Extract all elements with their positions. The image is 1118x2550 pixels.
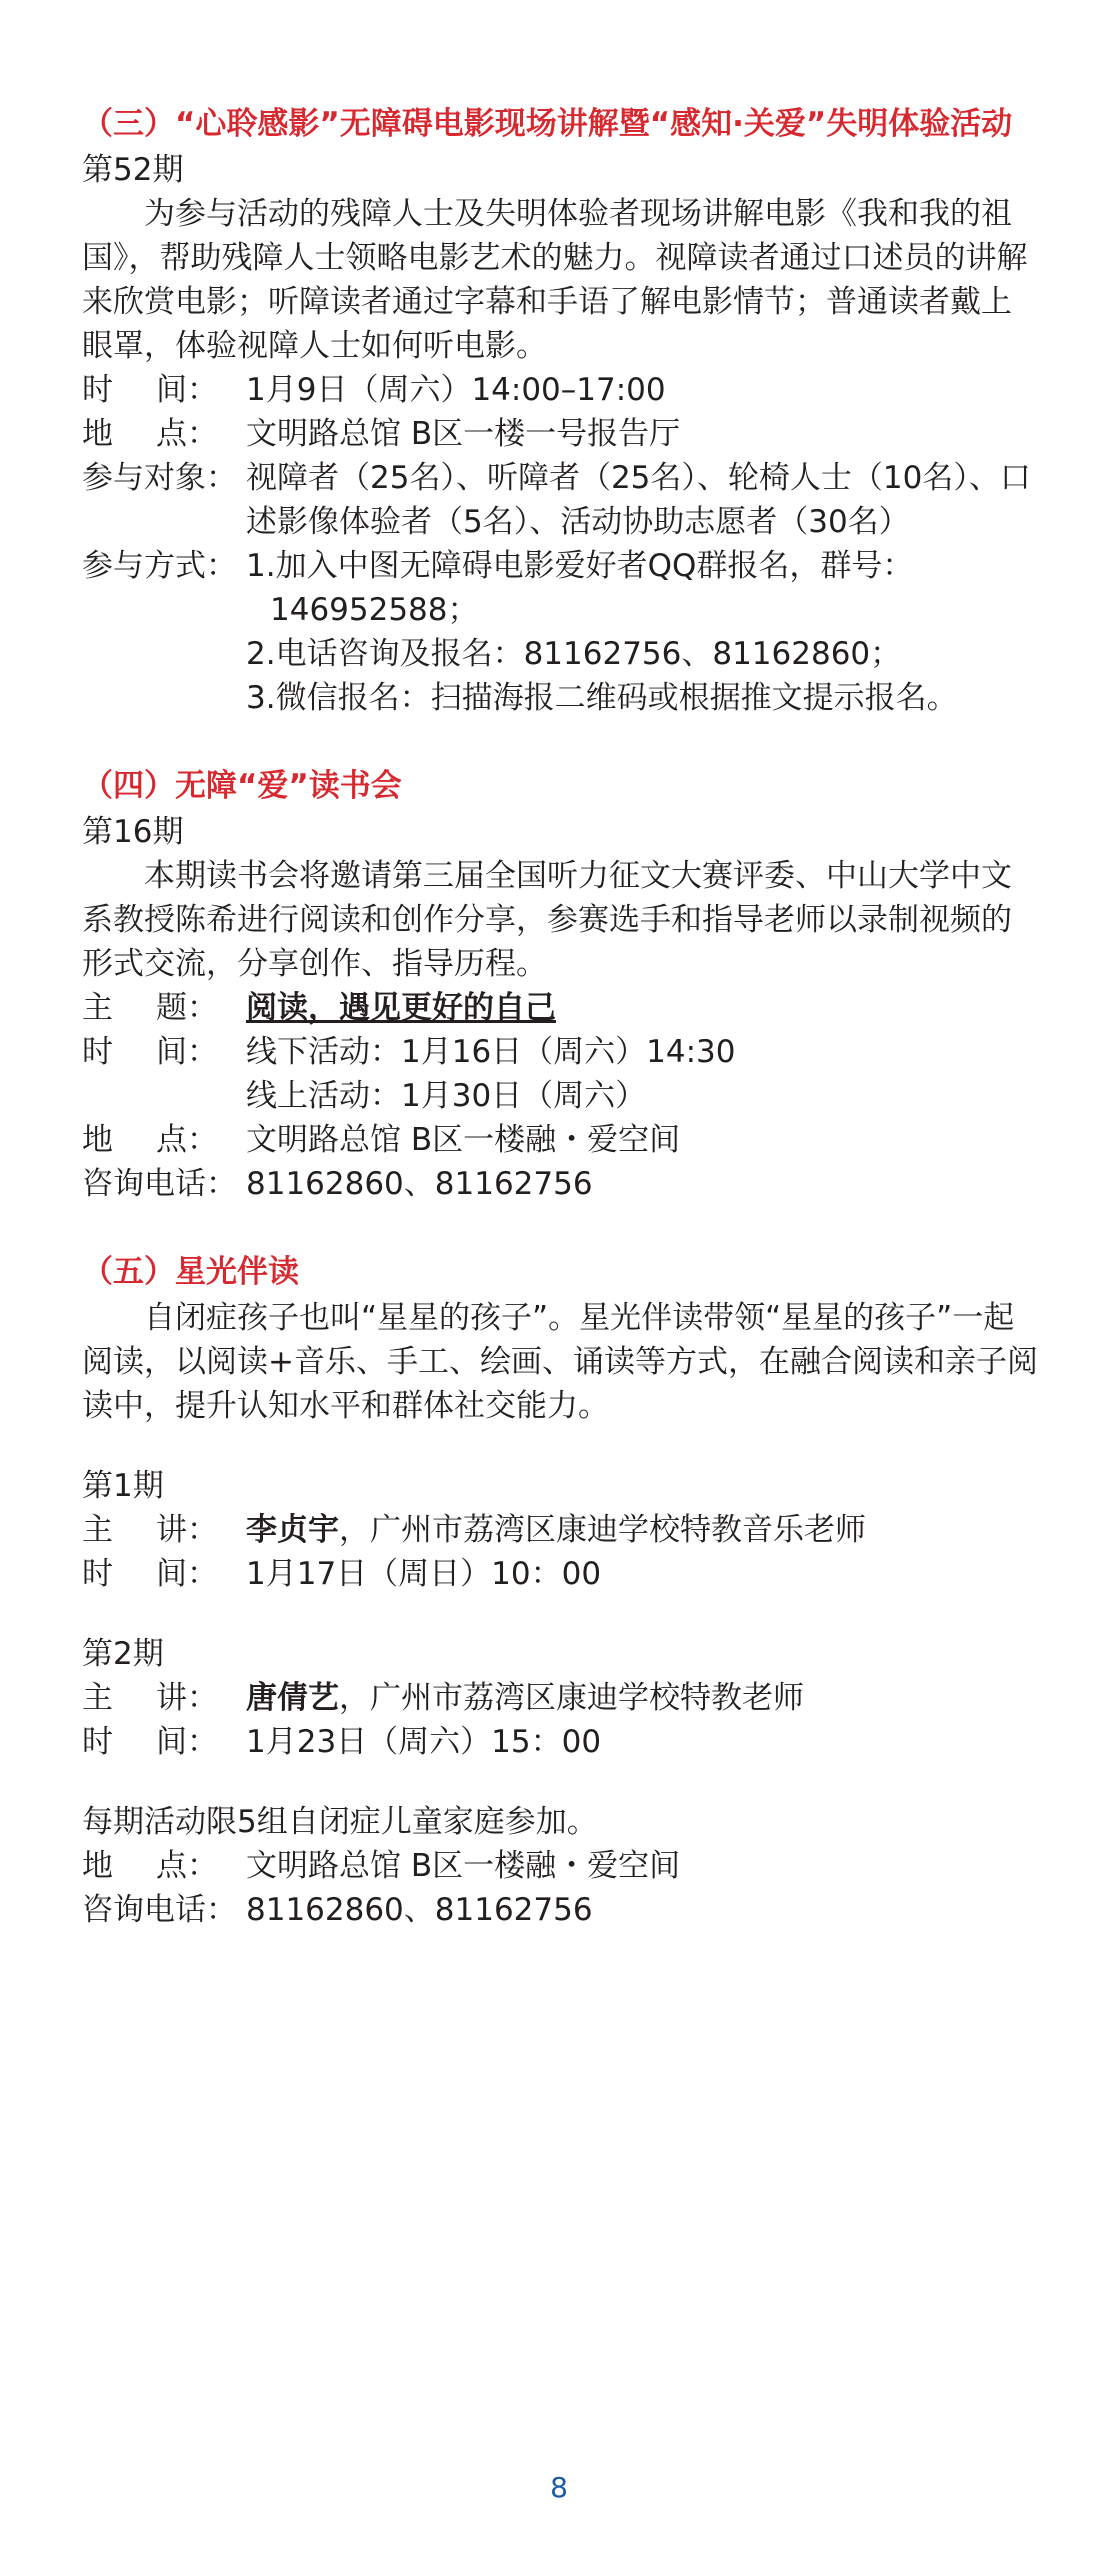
section-5-title: （五）星光伴读 (82, 1254, 299, 1290)
time-label-a: 时 (82, 1556, 113, 1592)
speaker-label-a: 主 (82, 1512, 113, 1548)
time-label-b: 间： (156, 1724, 218, 1760)
section-5 (82, 1248, 1042, 1932)
method-item-1-number: 146952588； (270, 592, 479, 628)
time-label-a: 时 (82, 372, 113, 408)
section-4-place-row (82, 1118, 1042, 1162)
method-item-2: 2.电话咨询及报名：81162756、81162860； (246, 636, 902, 672)
section-3-time: 1月9日（周六）14:00–17:00 (246, 372, 666, 408)
section-5-intro: 自闭症孩子也叫“星星的孩子”。星光伴读带领“星星的孩子”一起阅读，以阅读+音乐、手工、绘画、诵读等方式，在融合阅读和亲子阅读中，提升认知水平和群体社交能力。 (82, 1300, 1038, 1424)
section-5-limit: 每期活动限5组自闭症儿童家庭参加。 (82, 1804, 598, 1840)
section-3-time-row (82, 368, 1042, 412)
time-label-b: 间： (156, 372, 218, 408)
section-5-speaker-1-row (82, 1508, 1042, 1552)
topic-label-b: 题： (156, 990, 218, 1026)
section-5-time-2: 1月23日（周六）15：00 (246, 1724, 602, 1760)
place-label-a: 地 (82, 1122, 113, 1158)
section-3-method-row (82, 544, 1042, 720)
section-3-target: 视障者（25名）、听障者（25名）、轮椅人士（10名）、口述影像体验者（5名）、活动协助志愿者（30名） (246, 460, 1031, 540)
time-label-b: 间： (156, 1556, 218, 1592)
speaker-2-name: 唐倩艺 (246, 1680, 339, 1716)
phone-label: 咨询电话： (82, 1892, 237, 1928)
section-5-issue-2: 第2期 (82, 1636, 164, 1672)
section-3-place: 文明路总馆 B区一楼一号报告厅 (246, 416, 681, 452)
section-4-phone-row (82, 1162, 1042, 1206)
place-label-a: 地 (82, 416, 113, 452)
topic-label-a: 主 (82, 990, 113, 1026)
section-4-place: 文明路总馆 B区一楼融・爱空间 (246, 1122, 681, 1158)
page-number: 8 (550, 2471, 568, 2504)
section-3-target-row (82, 456, 1042, 544)
section-5-time-1-row (82, 1552, 1042, 1596)
method-item-1: 1.加入中图无障碍电影爱好者QQ群报名，群号： (246, 548, 914, 584)
section-5-phone-row (82, 1888, 1042, 1932)
speaker-label-b: 讲： (156, 1680, 218, 1716)
time-label-b: 间： (156, 1034, 218, 1070)
speaker-2-desc: ，广州市荔湾区康迪学校特教老师 (339, 1680, 804, 1716)
method-item-3: 3.微信报名：扫描海报二维码或根据推文提示报名。 (246, 680, 958, 716)
page-body (82, 100, 1042, 1932)
section-5-issue-1: 第1期 (82, 1468, 164, 1504)
time-label-a: 时 (82, 1724, 113, 1760)
section-4 (82, 762, 1042, 1206)
section-5-phone: 81162860、81162756 (246, 1892, 593, 1928)
method-label: 参与方式： (82, 548, 237, 584)
section-4-title: （四）无障“爱”读书会 (82, 768, 402, 804)
section-5-time-1: 1月17日（周日）10：00 (246, 1556, 602, 1592)
section-5-place: 文明路总馆 B区一楼融・爱空间 (246, 1848, 681, 1884)
section-4-time-offline: 线下活动：1月16日（周六）14:30 (246, 1034, 736, 1070)
place-label-b: 点： (156, 1848, 218, 1884)
speaker-1-name: 李贞宇 (246, 1512, 339, 1548)
section-5-speaker-2-row (82, 1676, 1042, 1720)
speaker-1-desc: ，广州市荔湾区康迪学校特教音乐老师 (339, 1512, 866, 1548)
section-3-title: （三）“心聆感影”无障碍电影现场讲解暨“感知·关爱”失明体验活动 (82, 106, 1013, 142)
target-label: 参与对象： (82, 460, 237, 496)
section-5-time-2-row (82, 1720, 1042, 1764)
section-5-place-row (82, 1844, 1042, 1888)
section-3 (82, 100, 1042, 720)
section-4-time-row (82, 1030, 1042, 1118)
place-label-a: 地 (82, 1848, 113, 1884)
speaker-label-b: 讲： (156, 1512, 218, 1548)
section-4-topic: 阅读，遇见更好的自己 (246, 990, 556, 1026)
phone-label: 咨询电话： (82, 1166, 237, 1202)
time-label-a: 时 (82, 1034, 113, 1070)
speaker-label-a: 主 (82, 1680, 113, 1716)
section-3-intro: 为参与活动的残障人士及失明体验者现场讲解电影《我和我的祖国》，帮助残障人士领略电影艺术的魅力。视障读者通过口述员的讲解来欣赏电影；听障读者通过字幕和手语了解电影情节；普通读者戴上眼罩，体验视障人士如何听电影。 (82, 196, 1028, 364)
section-4-intro: 本期读书会将邀请第三届全国听力征文大赛评委、中山大学中文系教授陈希进行阅读和创作分享，参赛选手和指导老师以录制视频的形式交流，分享创作、指导历程。 (82, 858, 1012, 982)
section-3-issue: 第52期 (82, 152, 184, 188)
section-4-time-online: 线上活动：1月30日（周六） (246, 1078, 647, 1114)
section-4-phone: 81162860、81162756 (246, 1166, 593, 1202)
section-4-issue: 第16期 (82, 814, 184, 850)
place-label-b: 点： (156, 1122, 218, 1158)
place-label-b: 点： (156, 416, 218, 452)
section-3-place-row (82, 412, 1042, 456)
section-4-topic-row (82, 986, 1042, 1030)
